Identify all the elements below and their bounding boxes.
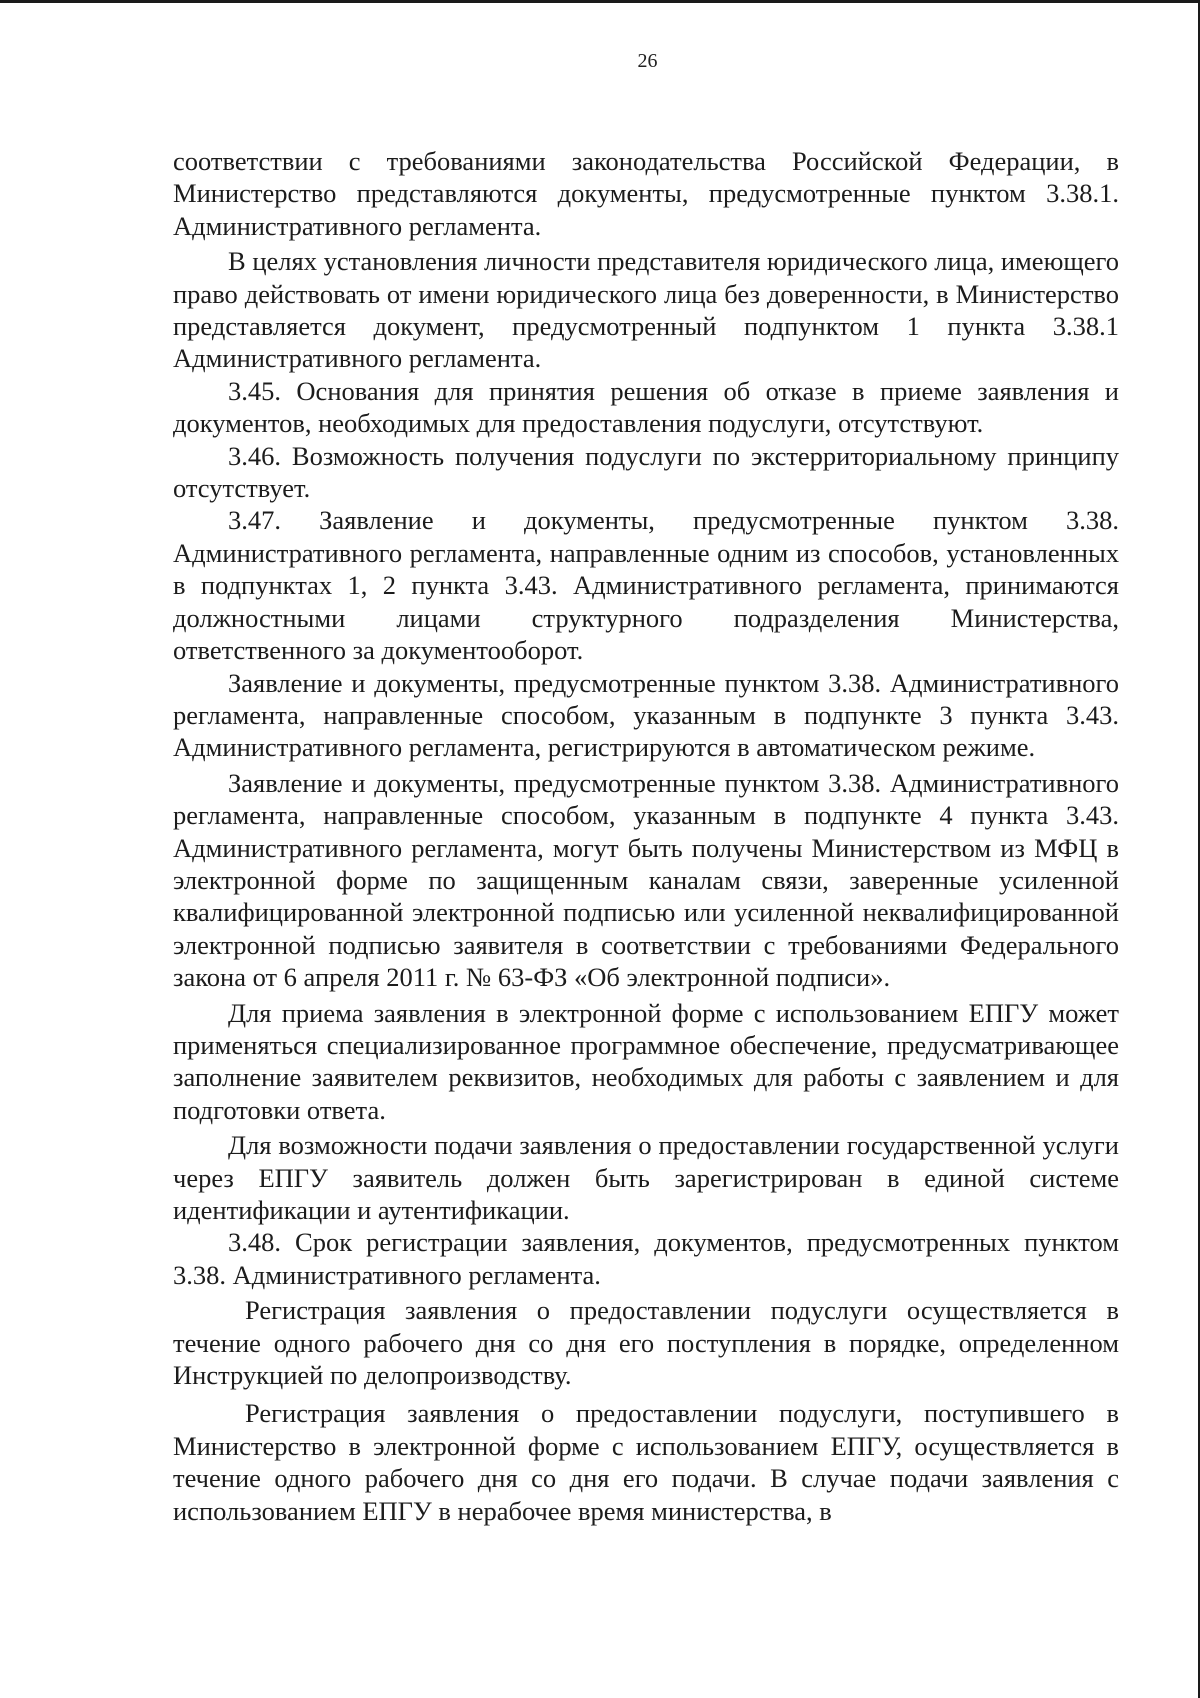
paragraph-continuation: соответствии с требованиями законодательства Российской Федерации, в Министерство представляются документы, предусмотренные пунктом 3.38.1. Административного регламента. bbox=[173, 146, 1119, 241]
scan-top-edge bbox=[0, 0, 1200, 3]
paragraph-3-45: 3.45. Основания для принятия решения об отказе в приеме заявления и документов, необходимых для предоставления подуслуги, отсутствуют. bbox=[173, 375, 1119, 439]
paragraph-electronic-registration: Регистрация заявления о предоставлении подуслуги, поступившего в Министерство в электронной форме с использованием ЕПГУ, осуществляется в течение одного рабочего дня со дня его подачи. В случае подачи заявления с использованием ЕПГУ в нерабочее время министерства, в bbox=[173, 1398, 1119, 1526]
paragraph-epgu-registration: Для возможности подачи заявления о предоставлении государственной услуги через ЕПГУ заявитель должен быть зарегистрирован в единой системе идентификации и аутентификации. bbox=[173, 1130, 1119, 1225]
paragraph-mfc-electronic: Заявление и документы, предусмотренные пунктом 3.38. Административного регламента, направленные способом, указанным в подпункте 4 пункта 3.43. Административного регламента, могут быть получены Министерством из МФЦ в электронной форме по защищенным каналам связи, заверенные усиленной квалифицированной электронной подписью или усиленной неквалифицированной электронной подписью заявителя в соответствии с требованиями Федерального закона от 6 апреля 2011 г. № 63-ФЗ «Об электронной подписи». bbox=[173, 767, 1119, 993]
paragraph-3-46: 3.46. Возможность получения подуслуги по экстерриториальному принципу отсутствует. bbox=[173, 440, 1119, 504]
paragraph-automatic-registration: Заявление и документы, предусмотренные пунктом 3.38. Административного регламента, направленные способом, указанным в подпункте 3 пункта 3.43. Административного регламента, регистрируются в автоматическом режиме. bbox=[173, 667, 1119, 763]
document-body bbox=[173, 145, 1119, 1527]
paragraph-epgu-software: Для приема заявления в электронной форме с использованием ЕПГУ может применяться специализированное программное обеспечение, предусматривающее заполнение заявителем реквизитов, необходимых для работы с заявлением и для подготовки ответа. bbox=[173, 997, 1119, 1125]
paragraph-identity: В целях установления личности представителя юридического лица, имеющего право действовать от имени юридического лица без доверенности, в Министерство представляется документ, предусмотренный подпунктом 1 пункта 3.38.1 Административного регламента. bbox=[173, 246, 1119, 374]
paragraph-3-48: 3.48. Срок регистрации заявления, документов, предусмотренных пунктом 3.38. Административного регламента. bbox=[173, 1227, 1119, 1290]
paragraph-3-47: 3.47. Заявление и документы, предусмотренные пунктом 3.38. Административного регламента, направленные одним из способов, установленных в подпунктах 1, 2 пункта 3.43. Административного регламента, принимаются должностными лицами структурного подразделения Министерства, ответственного за документооборот. bbox=[173, 505, 1119, 666]
page-number: 26 bbox=[637, 50, 658, 72]
paragraph-registration-term: Регистрация заявления о предоставлении подуслуги осуществляется в течение одного рабочего дня со дня его поступления в порядке, определенном Инструкцией по делопроизводству. bbox=[173, 1295, 1119, 1391]
